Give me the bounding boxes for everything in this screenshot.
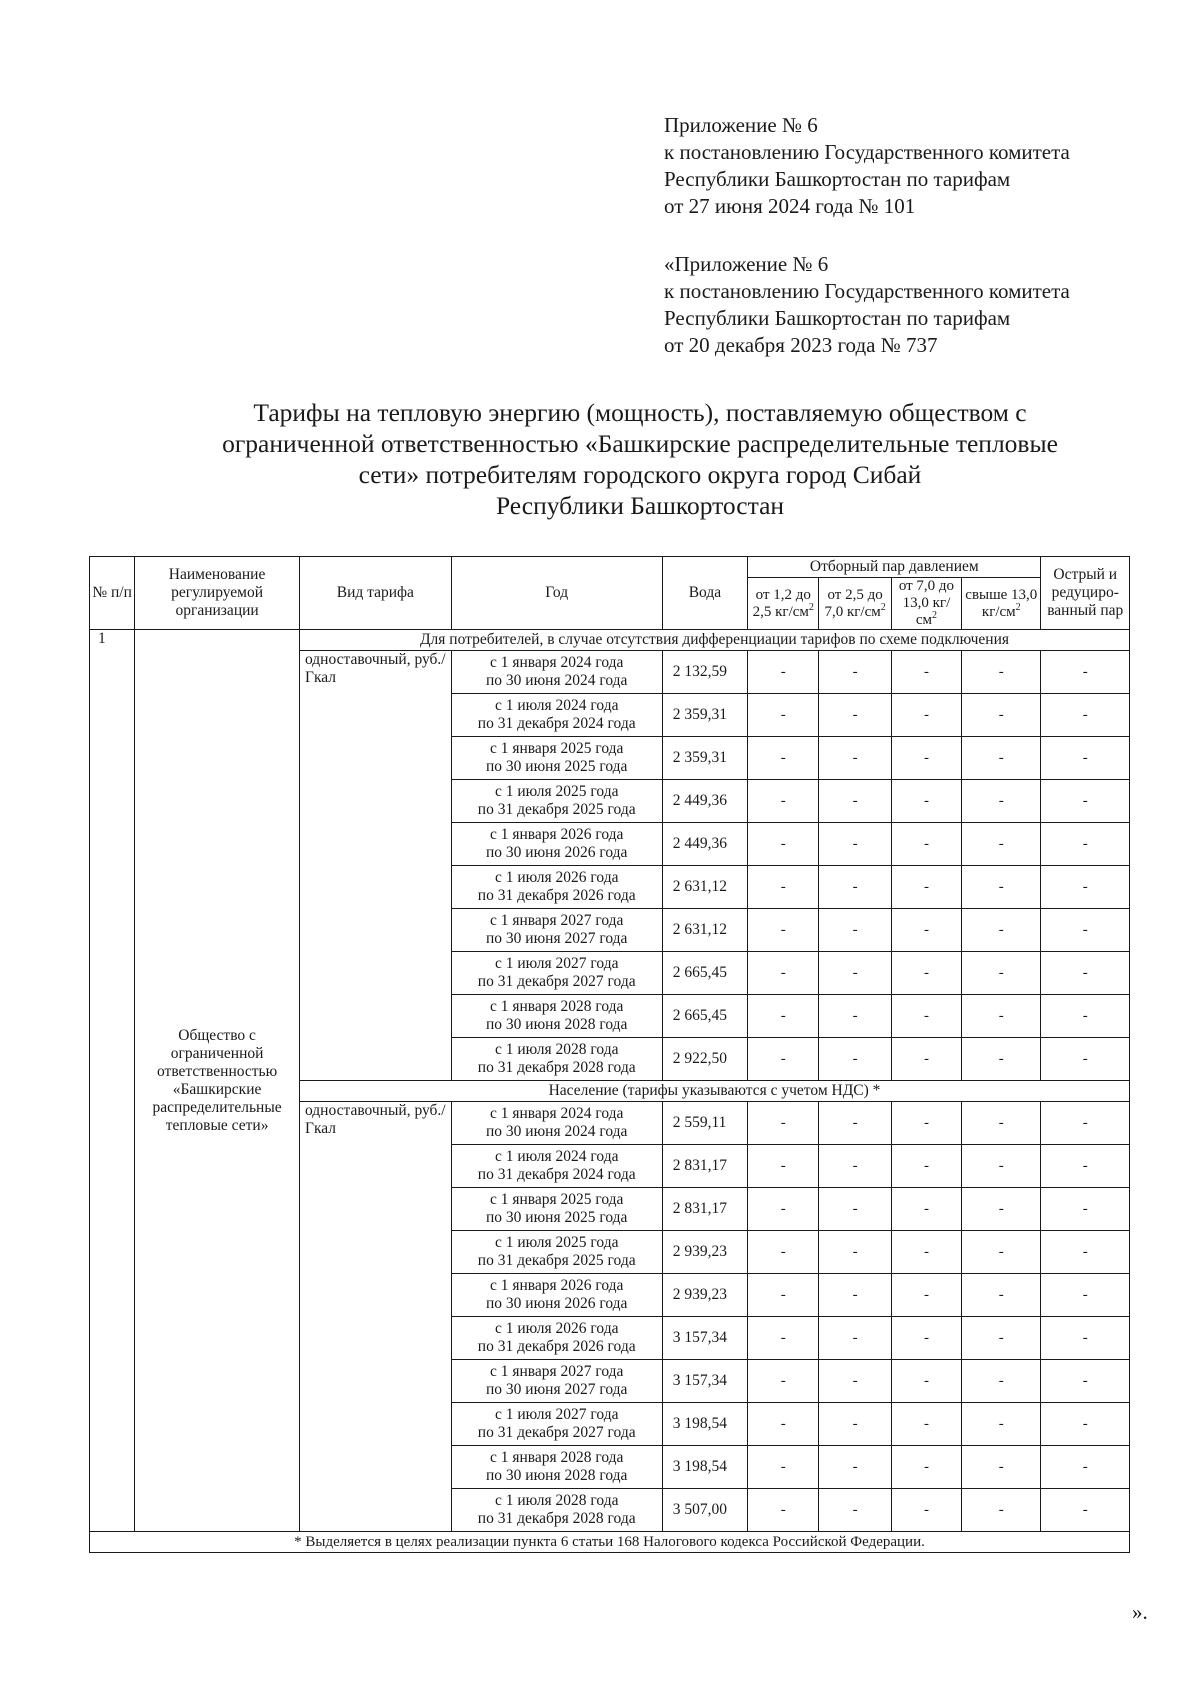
col-header-steam-group: Отборный пар давлением [748,557,1041,578]
period-start: с 1 июля 2024 года [494,697,619,714]
empty-value-dash: - [819,952,891,995]
empty-value-dash: - [891,651,961,694]
period-cell [451,737,662,780]
tariff-table [89,556,1130,1553]
empty-value-dash: - [891,1489,961,1532]
empty-value-dash: - [819,1231,891,1274]
empty-value-dash: - [748,909,819,952]
period-cell [451,694,662,737]
period-end: по 30 июня 2026 года [486,1295,628,1312]
empty-value-dash: - [962,1360,1041,1403]
approval-header-previous [664,251,1184,359]
empty-value-dash: - [891,1188,961,1231]
period-start: с 1 января 2024 года [489,1105,624,1122]
empty-value-dash: - [1041,1403,1130,1446]
footnote: * Выделяется в целях реализации пункта 6 статьи 168 Налогового кодекса Российской Федерации. [90,1532,1130,1553]
empty-value-dash: - [962,866,1041,909]
water-tariff-value: 2 939,23 [662,1274,747,1317]
water-tariff-value: 2 359,31 [662,737,747,780]
period-end: по 31 декабря 2028 года [477,1510,636,1527]
approval-header-current [664,112,1184,220]
empty-value-dash: - [748,995,819,1038]
empty-value-dash: - [1041,1317,1130,1360]
title-line: ограниченной ответственностью «Башкирские распределительные тепловые [222,429,1058,458]
water-tariff-value: 3 198,54 [662,1446,747,1489]
header-line: к постановлению Государственного комитета [664,140,1070,164]
water-tariff-value: 3 198,54 [662,1403,747,1446]
empty-value-dash: - [891,1231,961,1274]
empty-value-dash: - [819,694,891,737]
period-cell [451,909,662,952]
period-end: по 30 июня 2027 года [486,1381,628,1398]
header-line: от 20 декабря 2023 года № 737 [664,333,938,357]
empty-value-dash: - [819,1489,891,1532]
empty-value-dash: - [819,1188,891,1231]
period-cell [451,866,662,909]
empty-value-dash: - [1041,1188,1130,1231]
period-end: по 30 июня 2028 года [486,1467,628,1484]
empty-value-dash: - [891,952,961,995]
water-tariff-value: 2 831,17 [662,1188,747,1231]
col-header-sharp-steam: Острый и редуциро-ванный пар [1041,557,1130,630]
title-line: Республики Башкортостан [495,491,785,520]
empty-value-dash: - [962,737,1041,780]
empty-value-dash: - [962,694,1041,737]
period-end: по 30 июня 2025 года [486,758,628,775]
water-tariff-value: 2 449,36 [662,823,747,866]
empty-value-dash: - [1041,780,1130,823]
empty-value-dash: - [748,1489,819,1532]
empty-value-dash: - [1041,1231,1130,1274]
empty-value-dash: - [819,737,891,780]
period-start: с 1 июля 2024 года [494,1148,619,1165]
period-cell [451,995,662,1038]
period-cell [451,1446,662,1489]
empty-value-dash: - [819,1446,891,1489]
empty-value-dash: - [819,1274,891,1317]
water-tariff-value: 3 507,00 [662,1489,747,1532]
period-end: по 31 декабря 2025 года [477,801,636,818]
empty-value-dash: - [819,823,891,866]
empty-value-dash: - [819,1038,891,1081]
empty-value-dash: - [891,1038,961,1081]
period-cell [451,780,662,823]
empty-value-dash: - [748,1403,819,1446]
empty-value-dash: - [891,1274,961,1317]
empty-value-dash: - [819,1102,891,1145]
empty-value-dash: - [891,1446,961,1489]
header-line: к постановлению Государственного комитета [664,279,1070,303]
organization-name: Общество с ограниченной ответственностью «Башкирские распределительные тепловые сети» [135,630,300,1532]
period-end: по 30 июня 2028 года [486,1016,628,1033]
empty-value-dash: - [819,995,891,1038]
empty-value-dash: - [1041,1145,1130,1188]
empty-value-dash: - [1041,823,1130,866]
header-line: Республики Башкортостан по тарифам [664,306,1011,330]
water-tariff-value: 2 132,59 [662,651,747,694]
title-line: сети» потребителям городского округа город Сибай [358,460,922,489]
water-tariff-value: 2 939,23 [662,1231,747,1274]
document-title [140,397,1140,521]
empty-value-dash: - [962,952,1041,995]
period-end: по 31 декабря 2027 года [477,1424,636,1441]
water-tariff-value: 2 559,11 [662,1102,747,1145]
empty-value-dash: - [819,651,891,694]
empty-value-dash: - [748,952,819,995]
empty-value-dash: - [1041,1038,1130,1081]
col-header-org: Наименование регулируемой организации [135,557,300,630]
empty-value-dash: - [962,909,1041,952]
col-header-tariff-type: Вид тарифа [299,557,451,630]
empty-value-dash: - [748,651,819,694]
period-end: по 31 декабря 2026 года [477,1338,636,1355]
period-start: с 1 июля 2025 года [494,1234,619,1251]
empty-value-dash: - [891,1360,961,1403]
period-start: с 1 июля 2025 года [494,783,619,800]
empty-value-dash: - [1041,651,1130,694]
period-start: с 1 января 2026 года [489,826,624,843]
col-header-year: Год [451,557,662,630]
period-cell [451,1038,662,1081]
period-start: с 1 января 2027 года [489,1363,624,1380]
empty-value-dash: - [1041,694,1130,737]
water-tariff-value: 2 922,50 [662,1038,747,1081]
water-tariff-value: 2 449,36 [662,780,747,823]
empty-value-dash: - [1041,737,1130,780]
period-cell [451,1403,662,1446]
empty-value-dash: - [748,780,819,823]
tariff-type-cell: одноставочный, руб./Гкал [299,651,451,1081]
empty-value-dash: - [748,1446,819,1489]
group-caption-consumers: Для потребителей, в случае отсутствия дифференциации тарифов по схеме подключения [299,630,1129,651]
period-cell [451,1188,662,1231]
empty-value-dash: - [748,1145,819,1188]
empty-value-dash: - [748,1274,819,1317]
empty-value-dash: - [819,866,891,909]
period-start: с 1 июля 2027 года [494,1406,619,1423]
empty-value-dash: - [748,1317,819,1360]
title-line: Тарифы на тепловую энергию (мощность), поставляемую обществом с [253,398,1027,427]
empty-value-dash: - [748,1360,819,1403]
empty-value-dash: - [962,1403,1041,1446]
header-line: «Приложение № 6 [664,252,829,276]
empty-value-dash: - [748,1038,819,1081]
period-start: с 1 июля 2026 года [494,1320,619,1337]
empty-value-dash: - [891,823,961,866]
empty-value-dash: - [891,780,961,823]
empty-value-dash: - [891,1317,961,1360]
empty-value-dash: - [748,737,819,780]
period-start: с 1 июля 2028 года [494,1492,619,1509]
empty-value-dash: - [962,1145,1041,1188]
period-cell [451,651,662,694]
empty-value-dash: - [748,1102,819,1145]
empty-value-dash: - [748,694,819,737]
empty-value-dash: - [748,1188,819,1231]
period-end: по 31 декабря 2024 года [477,715,636,732]
empty-value-dash: - [819,1403,891,1446]
period-cell [451,1274,662,1317]
period-start: с 1 июля 2026 года [494,869,619,886]
empty-value-dash: - [891,995,961,1038]
header-line: от 27 июня 2024 года № 101 [664,194,916,218]
closing-quote: ». [1132,1600,1148,1624]
period-end: по 31 декабря 2026 года [477,887,636,904]
col-header-water: Вода [662,557,747,630]
empty-value-dash: - [819,909,891,952]
empty-value-dash: - [962,823,1041,866]
water-tariff-value: 2 831,17 [662,1145,747,1188]
period-start: с 1 января 2025 года [489,740,624,757]
col-header-steam-3: от 7,0 до 13,0 $кг/см^2$ [891,578,961,630]
water-tariff-value: 3 157,34 [662,1317,747,1360]
empty-value-dash: - [962,1274,1041,1317]
water-tariff-value: 2 665,45 [662,952,747,995]
empty-value-dash: - [962,651,1041,694]
water-tariff-value: 2 359,31 [662,694,747,737]
period-start: с 1 января 2028 года [489,1449,624,1466]
period-cell [451,1145,662,1188]
header-line: Республики Башкортостан по тарифам [664,167,1011,191]
period-cell [451,1489,662,1532]
period-end: по 31 декабря 2025 года [477,1252,636,1269]
period-cell [451,1231,662,1274]
empty-value-dash: - [962,1231,1041,1274]
empty-value-dash: - [1041,995,1130,1038]
water-tariff-value: 2 665,45 [662,995,747,1038]
period-end: по 31 декабря 2024 года [477,1166,636,1183]
period-cell [451,1360,662,1403]
period-start: с 1 июля 2027 года [494,955,619,972]
col-header-num: № п/п [90,557,135,630]
empty-value-dash: - [1041,1360,1130,1403]
empty-value-dash: - [1041,1274,1130,1317]
group-caption-population: Население (тарифы указываются с учетом НДС) * [299,1081,1129,1102]
empty-value-dash: - [748,866,819,909]
col-header-steam-2: от 2,5 до 7,0 $кг/см^2$ [819,578,891,630]
empty-value-dash: - [962,780,1041,823]
period-end: по 30 июня 2027 года [486,930,628,947]
empty-value-dash: - [819,1145,891,1188]
row-number: 1 [90,630,135,1532]
period-end: по 30 июня 2024 года [486,1123,628,1140]
empty-value-dash: - [891,909,961,952]
empty-value-dash: - [1041,866,1130,909]
period-start: с 1 января 2025 года [489,1191,624,1208]
period-end: по 30 июня 2025 года [486,1209,628,1226]
period-end: по 30 июня 2024 года [486,672,628,689]
water-tariff-value: 2 631,12 [662,866,747,909]
period-end: по 30 июня 2026 года [486,844,628,861]
empty-value-dash: - [891,1102,961,1145]
period-end: по 31 декабря 2027 года [477,973,636,990]
tariff-type-cell: одноставочный, руб./Гкал [299,1102,451,1532]
period-start: с 1 января 2024 года [489,654,624,671]
header-line: Приложение № 6 [664,113,818,137]
empty-value-dash: - [1041,952,1130,995]
empty-value-dash: - [1041,1102,1130,1145]
period-cell [451,823,662,866]
water-tariff-value: 3 157,34 [662,1360,747,1403]
empty-value-dash: - [891,737,961,780]
empty-value-dash: - [962,1489,1041,1532]
empty-value-dash: - [962,1317,1041,1360]
empty-value-dash: - [891,1403,961,1446]
col-header-steam-4: свыше 13,0 $кг/см^2$ [962,578,1041,630]
empty-value-dash: - [819,1317,891,1360]
empty-value-dash: - [891,1145,961,1188]
empty-value-dash: - [1041,1489,1130,1532]
period-end: по 31 декабря 2028 года [477,1059,636,1076]
period-start: с 1 января 2027 года [489,912,624,929]
empty-value-dash: - [1041,909,1130,952]
empty-value-dash: - [891,694,961,737]
empty-value-dash: - [962,995,1041,1038]
empty-value-dash: - [819,1360,891,1403]
empty-value-dash: - [748,823,819,866]
empty-value-dash: - [891,866,961,909]
period-start: с 1 января 2028 года [489,998,624,1015]
empty-value-dash: - [962,1038,1041,1081]
empty-value-dash: - [962,1446,1041,1489]
period-start: с 1 июля 2028 года [494,1041,619,1058]
empty-value-dash: - [748,1231,819,1274]
water-tariff-value: 2 631,12 [662,909,747,952]
empty-value-dash: - [962,1188,1041,1231]
empty-value-dash: - [819,780,891,823]
col-header-steam-1: от 1,2 до 2,5 $кг/см^2$ [748,578,819,630]
period-cell [451,952,662,995]
period-cell [451,1102,662,1145]
empty-value-dash: - [1041,1446,1130,1489]
empty-value-dash: - [962,1102,1041,1145]
period-start: с 1 января 2026 года [489,1277,624,1294]
period-cell [451,1317,662,1360]
